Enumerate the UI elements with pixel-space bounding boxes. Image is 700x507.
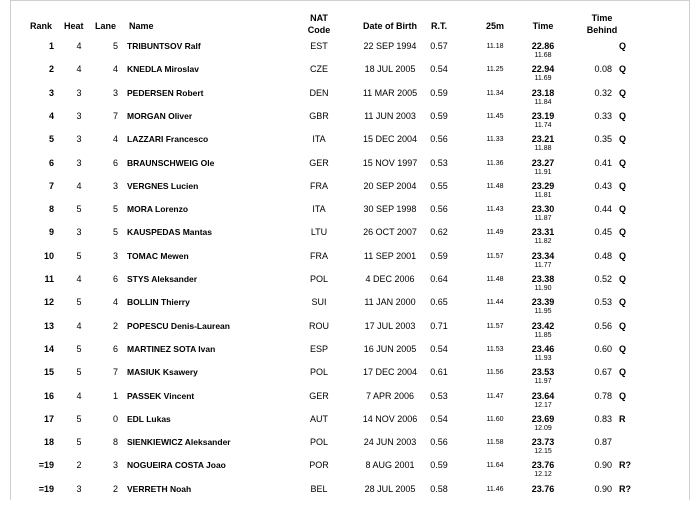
cell-heat: 3	[76, 227, 82, 238]
cell-time: 23.38	[531, 274, 555, 284]
cell-rank: 4	[48, 110, 54, 121]
cell-name: KAUSPEDAS Mantas	[127, 227, 213, 238]
cell-split25: 11.43	[486, 206, 504, 214]
cell-split50: 11.69	[534, 75, 552, 83]
cell-behind: 0.35	[594, 134, 612, 145]
cell-time: 23.53	[531, 367, 555, 378]
cell-nat: POR	[309, 460, 329, 471]
cell-rt: 0.59	[430, 460, 448, 471]
cell-behind: 0.78	[594, 390, 612, 401]
table-row	[0, 274, 700, 297]
header-rt: R.T.	[430, 21, 447, 31]
cell-rt: 0.59	[430, 87, 448, 98]
cell-q: Q	[619, 134, 627, 145]
cell-lane: 3	[112, 250, 118, 261]
cell-dob: 17 DEC 2004	[362, 367, 418, 378]
cell-nat: ITA	[312, 204, 326, 215]
cell-rank: 18	[43, 437, 54, 448]
table-row	[0, 460, 700, 483]
table-header	[0, 9, 700, 39]
cell-split25: 11.49	[486, 229, 504, 237]
table-row	[0, 437, 700, 460]
cell-rt: 0.56	[430, 204, 448, 215]
cell-rt: 0.71	[430, 320, 448, 331]
cell-q: Q	[619, 41, 627, 51]
cell-nat: ROU	[309, 320, 329, 331]
cell-behind: 0.45	[594, 227, 612, 238]
table-row	[0, 414, 700, 437]
cell-nat: FRA	[310, 180, 328, 191]
cell-time: 23.46	[531, 343, 555, 354]
cell-rt: 0.57	[430, 41, 448, 51]
cell-rank: 1	[48, 41, 54, 51]
cell-name: SIENKIEWICZ Aleksander	[127, 437, 231, 448]
header-heat: Heat	[64, 21, 84, 31]
header-dob: Date of Birth	[363, 21, 417, 31]
table-row	[0, 134, 700, 157]
cell-nat: SUI	[311, 297, 327, 308]
cell-heat: 4	[76, 64, 82, 75]
cell-q: Q	[619, 157, 627, 168]
cell-q: Q	[619, 274, 627, 284]
cell-rt: 0.54	[430, 64, 448, 75]
cell-nat: FRA	[310, 250, 328, 261]
table-row	[0, 181, 700, 204]
header-25m: 25m	[485, 21, 504, 31]
cell-nat: LTU	[310, 227, 328, 238]
cell-rt: 0.59	[430, 250, 448, 261]
cell-nat: POL	[309, 274, 328, 284]
cell-dob: 15 NOV 1997	[362, 157, 418, 168]
cell-rt: 0.53	[430, 390, 448, 401]
cell-lane: 5	[112, 204, 118, 215]
cell-time: 22.86	[531, 41, 555, 51]
cell-rt: 0.61	[430, 367, 448, 378]
cell-rank: 15	[43, 367, 54, 378]
cell-rank: 11	[44, 274, 54, 284]
cell-dob: 16 JUN 2005	[363, 343, 417, 354]
cell-lane: 0	[112, 413, 118, 424]
cell-split50: 11.84	[534, 98, 552, 106]
cell-behind: 0.44	[594, 204, 612, 215]
cell-name: TOMAC Mewen	[127, 250, 189, 261]
cell-split50: 11.88	[534, 145, 552, 153]
cell-time: 23.69	[531, 413, 555, 424]
cell-split50: 11.85	[534, 331, 552, 339]
cell-rank: 3	[48, 87, 54, 98]
cell-rank: =19	[38, 460, 54, 471]
cell-lane: 1	[112, 390, 118, 401]
cell-split50: 11.91	[534, 168, 552, 176]
cell-nat: POL	[309, 437, 328, 448]
cell-split25: 11.25	[486, 66, 504, 74]
cell-split25: 11.47	[486, 392, 504, 400]
cell-dob: 11 JUN 2003	[364, 110, 416, 121]
cell-time: 23.19	[531, 110, 555, 121]
cell-rt: 0.53	[430, 157, 448, 168]
cell-lane: 8	[112, 437, 118, 448]
cell-nat: CZE	[310, 64, 328, 75]
cell-rank: 13	[43, 320, 54, 331]
table-row	[0, 484, 700, 507]
cell-name: STYS Aleksander	[127, 274, 198, 284]
cell-rt: 0.58	[430, 483, 448, 494]
table-row	[0, 251, 700, 274]
cell-dob: 22 SEP 1994	[363, 41, 417, 51]
cell-split50: 11.90	[534, 285, 552, 292]
cell-split50: 11.93	[534, 354, 552, 362]
cell-rt: 0.65	[430, 297, 448, 308]
cell-lane: 4	[112, 297, 118, 308]
cell-rank: 6	[48, 157, 54, 168]
table-row	[0, 227, 700, 250]
cell-name: NOGUEIRA COSTA Joao	[127, 460, 226, 471]
cell-name: EDL Lukas	[127, 413, 171, 424]
cell-dob: 20 SEP 2004	[363, 180, 417, 191]
cell-rt: 0.54	[430, 343, 448, 354]
cell-behind: 0.56	[594, 320, 612, 331]
cell-rt: 0.54	[430, 413, 448, 424]
cell-heat: 5	[76, 437, 82, 448]
cell-rank: 16	[43, 390, 54, 401]
cell-split50: 12.12	[534, 471, 552, 479]
cell-heat: 5	[76, 343, 82, 354]
cell-rank: 14	[43, 343, 54, 354]
cell-name: BOLLIN Thierry	[127, 297, 190, 308]
cell-q: Q	[619, 87, 627, 98]
cell-dob: 8 AUG 2001	[365, 460, 415, 471]
cell-q: Q	[619, 343, 627, 354]
cell-dob: 24 JUN 2003	[363, 437, 417, 448]
cell-time: 23.34	[531, 250, 555, 261]
cell-name: BRAUNSCHWEIG Ole	[127, 157, 215, 168]
cell-nat: GER	[309, 157, 329, 168]
cell-rt: 0.56	[430, 134, 448, 145]
cell-time: 23.30	[531, 204, 555, 215]
cell-split50: 11.82	[534, 238, 552, 246]
cell-behind: 0.83	[594, 413, 612, 424]
cell-q: Q	[619, 250, 627, 261]
cell-time: 23.27	[531, 157, 555, 168]
cell-name: MORGAN Oliver	[127, 110, 193, 121]
cell-rt: 0.59	[430, 110, 448, 121]
cell-split50: 11.87	[534, 215, 552, 223]
cell-split50: 11.81	[534, 191, 552, 199]
cell-time: 23.18	[531, 87, 555, 98]
top-border	[10, 0, 689, 1]
cell-rt: 0.55	[430, 180, 448, 191]
cell-split25: 11.45	[486, 112, 504, 120]
cell-q: Q	[619, 204, 627, 215]
cell-lane: 6	[112, 274, 118, 284]
cell-split25: 11.60	[486, 415, 504, 423]
cell-behind: 0.53	[594, 297, 612, 308]
header-nat: NAT	[310, 13, 328, 23]
cell-lane: 2	[112, 483, 118, 494]
cell-lane: 4	[112, 64, 118, 75]
cell-split50: 11.68	[534, 52, 552, 59]
cell-name: PEDERSEN Robert	[127, 87, 204, 98]
cell-split25: 11.58	[486, 439, 504, 447]
cell-heat: 5	[76, 413, 82, 424]
cell-behind: 0.52	[594, 274, 612, 284]
cell-lane: 3	[112, 460, 118, 471]
table-row	[0, 344, 700, 367]
cell-heat: 3	[76, 157, 82, 168]
cell-q: Q	[619, 390, 627, 401]
cell-split50: 11.97	[534, 378, 552, 386]
table-row	[0, 88, 700, 111]
cell-heat: 2	[76, 460, 82, 471]
header-rank: Rank	[30, 21, 53, 31]
cell-behind: 0.90	[594, 483, 612, 494]
cell-rank: =19	[38, 483, 54, 494]
cell-behind: 0.67	[594, 367, 612, 378]
cell-split25: 11.57	[486, 322, 504, 330]
cell-split25: 11.56	[486, 369, 504, 377]
cell-behind: 0.41	[594, 157, 612, 168]
cell-split50: 11.77	[534, 261, 552, 269]
cell-heat: 5	[76, 250, 82, 261]
cell-lane: 4	[112, 134, 118, 145]
cell-time: 23.39	[531, 297, 555, 308]
cell-behind: 0.90	[594, 460, 612, 471]
cell-split25: 11.18	[486, 43, 504, 50]
cell-heat: 4	[76, 320, 82, 331]
cell-nat: GBR	[309, 110, 329, 121]
cell-dob: 4 DEC 2006	[365, 274, 415, 284]
cell-split25: 11.48	[486, 182, 504, 190]
cell-lane: 3	[112, 180, 118, 191]
cell-lane: 7	[112, 110, 118, 121]
cell-dob: 11 SEP 2001	[363, 250, 417, 261]
cell-name: LAZZARI Francesco	[127, 134, 209, 145]
cell-rt: 0.64	[430, 274, 448, 284]
cell-split25: 11.34	[486, 89, 504, 97]
cell-time: 23.76	[531, 483, 555, 494]
cell-split25: 11.36	[486, 159, 504, 167]
cell-lane: 2	[112, 320, 118, 331]
cell-split25: 11.44	[486, 299, 504, 307]
cell-name: KNEDLA Miroslav	[127, 64, 199, 75]
cell-nat: AUT	[310, 413, 328, 424]
cell-split25: 11.53	[486, 345, 504, 353]
cell-name: VERRETH Noah	[127, 483, 192, 494]
cell-heat: 5	[76, 204, 82, 215]
cell-lane: 5	[112, 41, 118, 51]
table-row	[0, 111, 700, 134]
header-time: Time	[532, 21, 554, 31]
cell-split50: 12.17	[534, 401, 552, 409]
cell-time: 23.21	[531, 134, 555, 145]
cell-dob: 17 JUL 2003	[364, 320, 416, 331]
cell-heat: 3	[76, 110, 82, 121]
cell-lane: 6	[112, 343, 118, 354]
cell-dob: 26 OCT 2007	[363, 227, 417, 238]
cell-q: Q	[619, 110, 627, 121]
cell-heat: 5	[76, 297, 82, 308]
cell-behind: 0.48	[594, 250, 612, 261]
cell-nat: ESP	[309, 343, 328, 354]
cell-heat: 4	[76, 390, 82, 401]
cell-behind: 0.08	[594, 64, 612, 75]
cell-split25: 11.57	[486, 252, 504, 260]
cell-split50: 11.74	[534, 121, 552, 129]
cell-split25: 11.33	[486, 136, 504, 144]
cell-q: Q	[619, 297, 627, 308]
cell-rt: 0.56	[430, 437, 448, 448]
cell-heat: 3	[76, 483, 82, 494]
header-name: Name	[129, 21, 154, 31]
cell-time: 23.31	[531, 227, 555, 238]
cell-rank: 12	[43, 297, 54, 308]
cell-heat: 5	[76, 367, 82, 378]
cell-name: PASSEK Vincent	[127, 390, 195, 401]
cell-dob: 7 APR 2006	[365, 390, 415, 401]
cell-dob: 30 SEP 1998	[363, 204, 417, 215]
cell-q: Q	[619, 64, 627, 75]
cell-dob: 14 NOV 2006	[362, 413, 418, 424]
table-row	[0, 41, 700, 64]
cell-time: 22.94	[531, 64, 555, 75]
cell-split50: 12.15	[534, 448, 552, 456]
cell-behind: 0.33	[594, 110, 612, 121]
cell-nat: GER	[309, 390, 329, 401]
cell-lane: 5	[112, 227, 118, 238]
table-row	[0, 297, 700, 320]
cell-lane: 7	[112, 367, 118, 378]
cell-split50: 12.09	[534, 424, 552, 432]
cell-rank: 9	[48, 227, 54, 238]
cell-rank: 17	[43, 413, 54, 424]
cell-heat: 4	[76, 274, 82, 284]
cell-heat: 3	[76, 87, 82, 98]
cell-dob: 28 JUL 2005	[364, 483, 416, 494]
cell-nat: POL	[309, 367, 328, 378]
cell-q: Q	[619, 180, 627, 191]
cell-behind: 0.60	[594, 343, 612, 354]
cell-dob: 18 JUL 2005	[364, 64, 416, 75]
cell-time: 23.29	[531, 180, 555, 191]
table-row	[0, 391, 700, 414]
cell-rank: 8	[48, 204, 54, 215]
header-code: Code	[307, 25, 331, 35]
cell-dob: 11 MAR 2005	[362, 87, 418, 98]
table-row	[0, 367, 700, 390]
table-row	[0, 158, 700, 181]
cell-rt: 0.62	[430, 227, 448, 238]
cell-dob: 11 JAN 2000	[364, 297, 416, 308]
cell-heat: 3	[76, 134, 82, 145]
cell-behind: 0.43	[594, 180, 612, 191]
cell-split25: 11.46	[486, 485, 504, 493]
cell-behind: 0.32	[594, 87, 612, 98]
cell-time: 23.64	[531, 390, 555, 401]
header-behind-2: Behind	[586, 25, 618, 35]
cell-time: 23.76	[531, 460, 555, 471]
cell-rank: 5	[48, 134, 54, 145]
cell-rank: 7	[48, 180, 54, 191]
cell-heat: 4	[76, 180, 82, 191]
cell-q: Q	[619, 367, 627, 378]
cell-nat: EST	[310, 41, 328, 51]
cell-behind: 0.87	[594, 437, 612, 448]
cell-split25: 11.64	[486, 462, 504, 470]
cell-name: VERGNES Lucien	[127, 180, 199, 191]
cell-name: MASIUK Ksawery	[127, 367, 198, 378]
cell-nat: BEL	[310, 483, 328, 494]
cell-q: Q	[619, 227, 627, 238]
cell-heat: 4	[76, 41, 82, 51]
cell-split50: 11.95	[534, 308, 552, 316]
cell-q: R?	[619, 460, 631, 471]
cell-lane: 6	[112, 157, 118, 168]
cell-name: POPESCU Denis-Laurean	[127, 320, 230, 331]
cell-nat: ITA	[312, 134, 326, 145]
cell-name: MARTINEZ SOTA Ivan	[127, 343, 216, 354]
cell-rank: 2	[48, 64, 54, 75]
cell-name: MORA Lorenzo	[127, 204, 189, 215]
cell-q: Q	[619, 320, 627, 331]
table-row	[0, 204, 700, 227]
header-behind-1: Time	[591, 13, 613, 23]
cell-time: 23.42	[531, 320, 555, 331]
table-row	[0, 64, 700, 87]
cell-name: TRIBUNTSOV Ralf	[127, 41, 201, 51]
cell-lane: 3	[112, 87, 118, 98]
cell-q: R?	[619, 483, 631, 494]
cell-split25: 11.48	[486, 276, 504, 283]
cell-time: 23.73	[531, 437, 555, 448]
cell-rank: 10	[43, 250, 54, 261]
header-lane: Lane	[95, 21, 117, 31]
cell-dob: 15 DEC 2004	[362, 134, 418, 145]
cell-nat: DEN	[309, 87, 329, 98]
table-row	[0, 321, 700, 344]
cell-q: R	[619, 413, 626, 424]
